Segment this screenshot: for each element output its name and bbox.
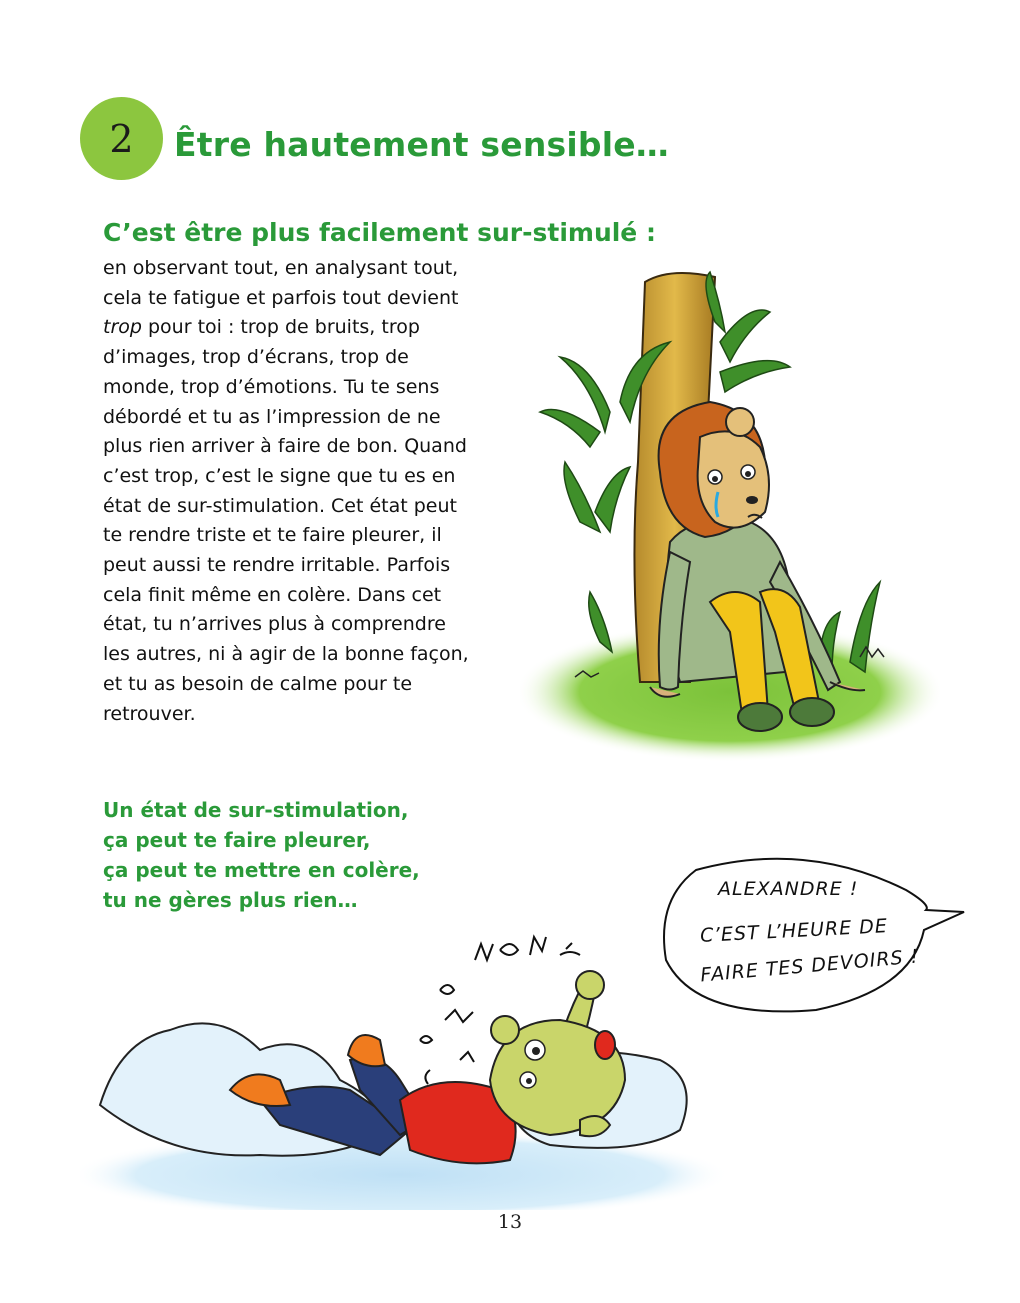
body-line: en observant tout, en analysant tout, <box>103 257 459 279</box>
body-line: c’est trop, c’est le signe que tu es en <box>103 464 456 487</box>
body-line: te rendre triste et te faire pleurer, il <box>103 524 442 547</box>
tagline-line: ça peut te mettre en colère, <box>103 858 420 882</box>
speech-line: C’EST L’HEURE DE <box>699 915 889 947</box>
sad-lion-illustration <box>520 262 940 762</box>
body-line: monde, trop d’émotions. Tu te sens <box>103 375 440 398</box>
tagline-line: tu ne gères plus rien… <box>103 888 358 912</box>
body-line: cela finit même en colère. Dans cet <box>103 583 442 606</box>
body-line: retrouver. <box>103 702 196 725</box>
body-line: état de sur-stimulation. Cet état peut <box>103 494 457 517</box>
chapter-number-badge <box>80 97 163 180</box>
body-line: peut aussi te rendre irritable. Parfois <box>103 554 451 577</box>
speech-line: ALEXANDRE ! <box>718 878 859 900</box>
body-line: et tu as besoin de calme pour te <box>103 672 413 695</box>
body-line: débordé et tu as l’impression de ne <box>103 405 441 428</box>
body-line: plus rien arriver à faire de bon. Quand <box>103 435 467 458</box>
body-line <box>103 313 523 343</box>
chapter-number: 2 <box>109 116 134 161</box>
tagline-line: Un état de sur-stimulation, <box>103 798 409 822</box>
emphasis-word: trop <box>103 316 142 339</box>
body-line: d’images, trop d’écrans, trop de <box>103 346 409 369</box>
body-line-rest: pour toi : trop de bruits, trop <box>148 316 420 339</box>
angry-child-illustration <box>80 930 740 1210</box>
speech-line: FAIRE TES DEVOIRS ! <box>699 945 921 987</box>
section-subtitle: C’est être plus facilement sur-stimulé : <box>103 218 656 247</box>
tagline <box>103 795 420 915</box>
tagline-line: ça peut te faire pleurer, <box>103 828 371 852</box>
body-line: les autres, ni à agir de la bonne façon, <box>103 643 469 666</box>
chapter-title: Être hautement sensible… <box>174 125 669 164</box>
body-line: cela te fatigue et parfois tout devient <box>103 286 459 309</box>
body-line: état, tu n’arrives plus à comprendre <box>103 613 446 636</box>
page-number: 13 <box>497 1211 523 1233</box>
body-paragraph <box>103 254 523 729</box>
